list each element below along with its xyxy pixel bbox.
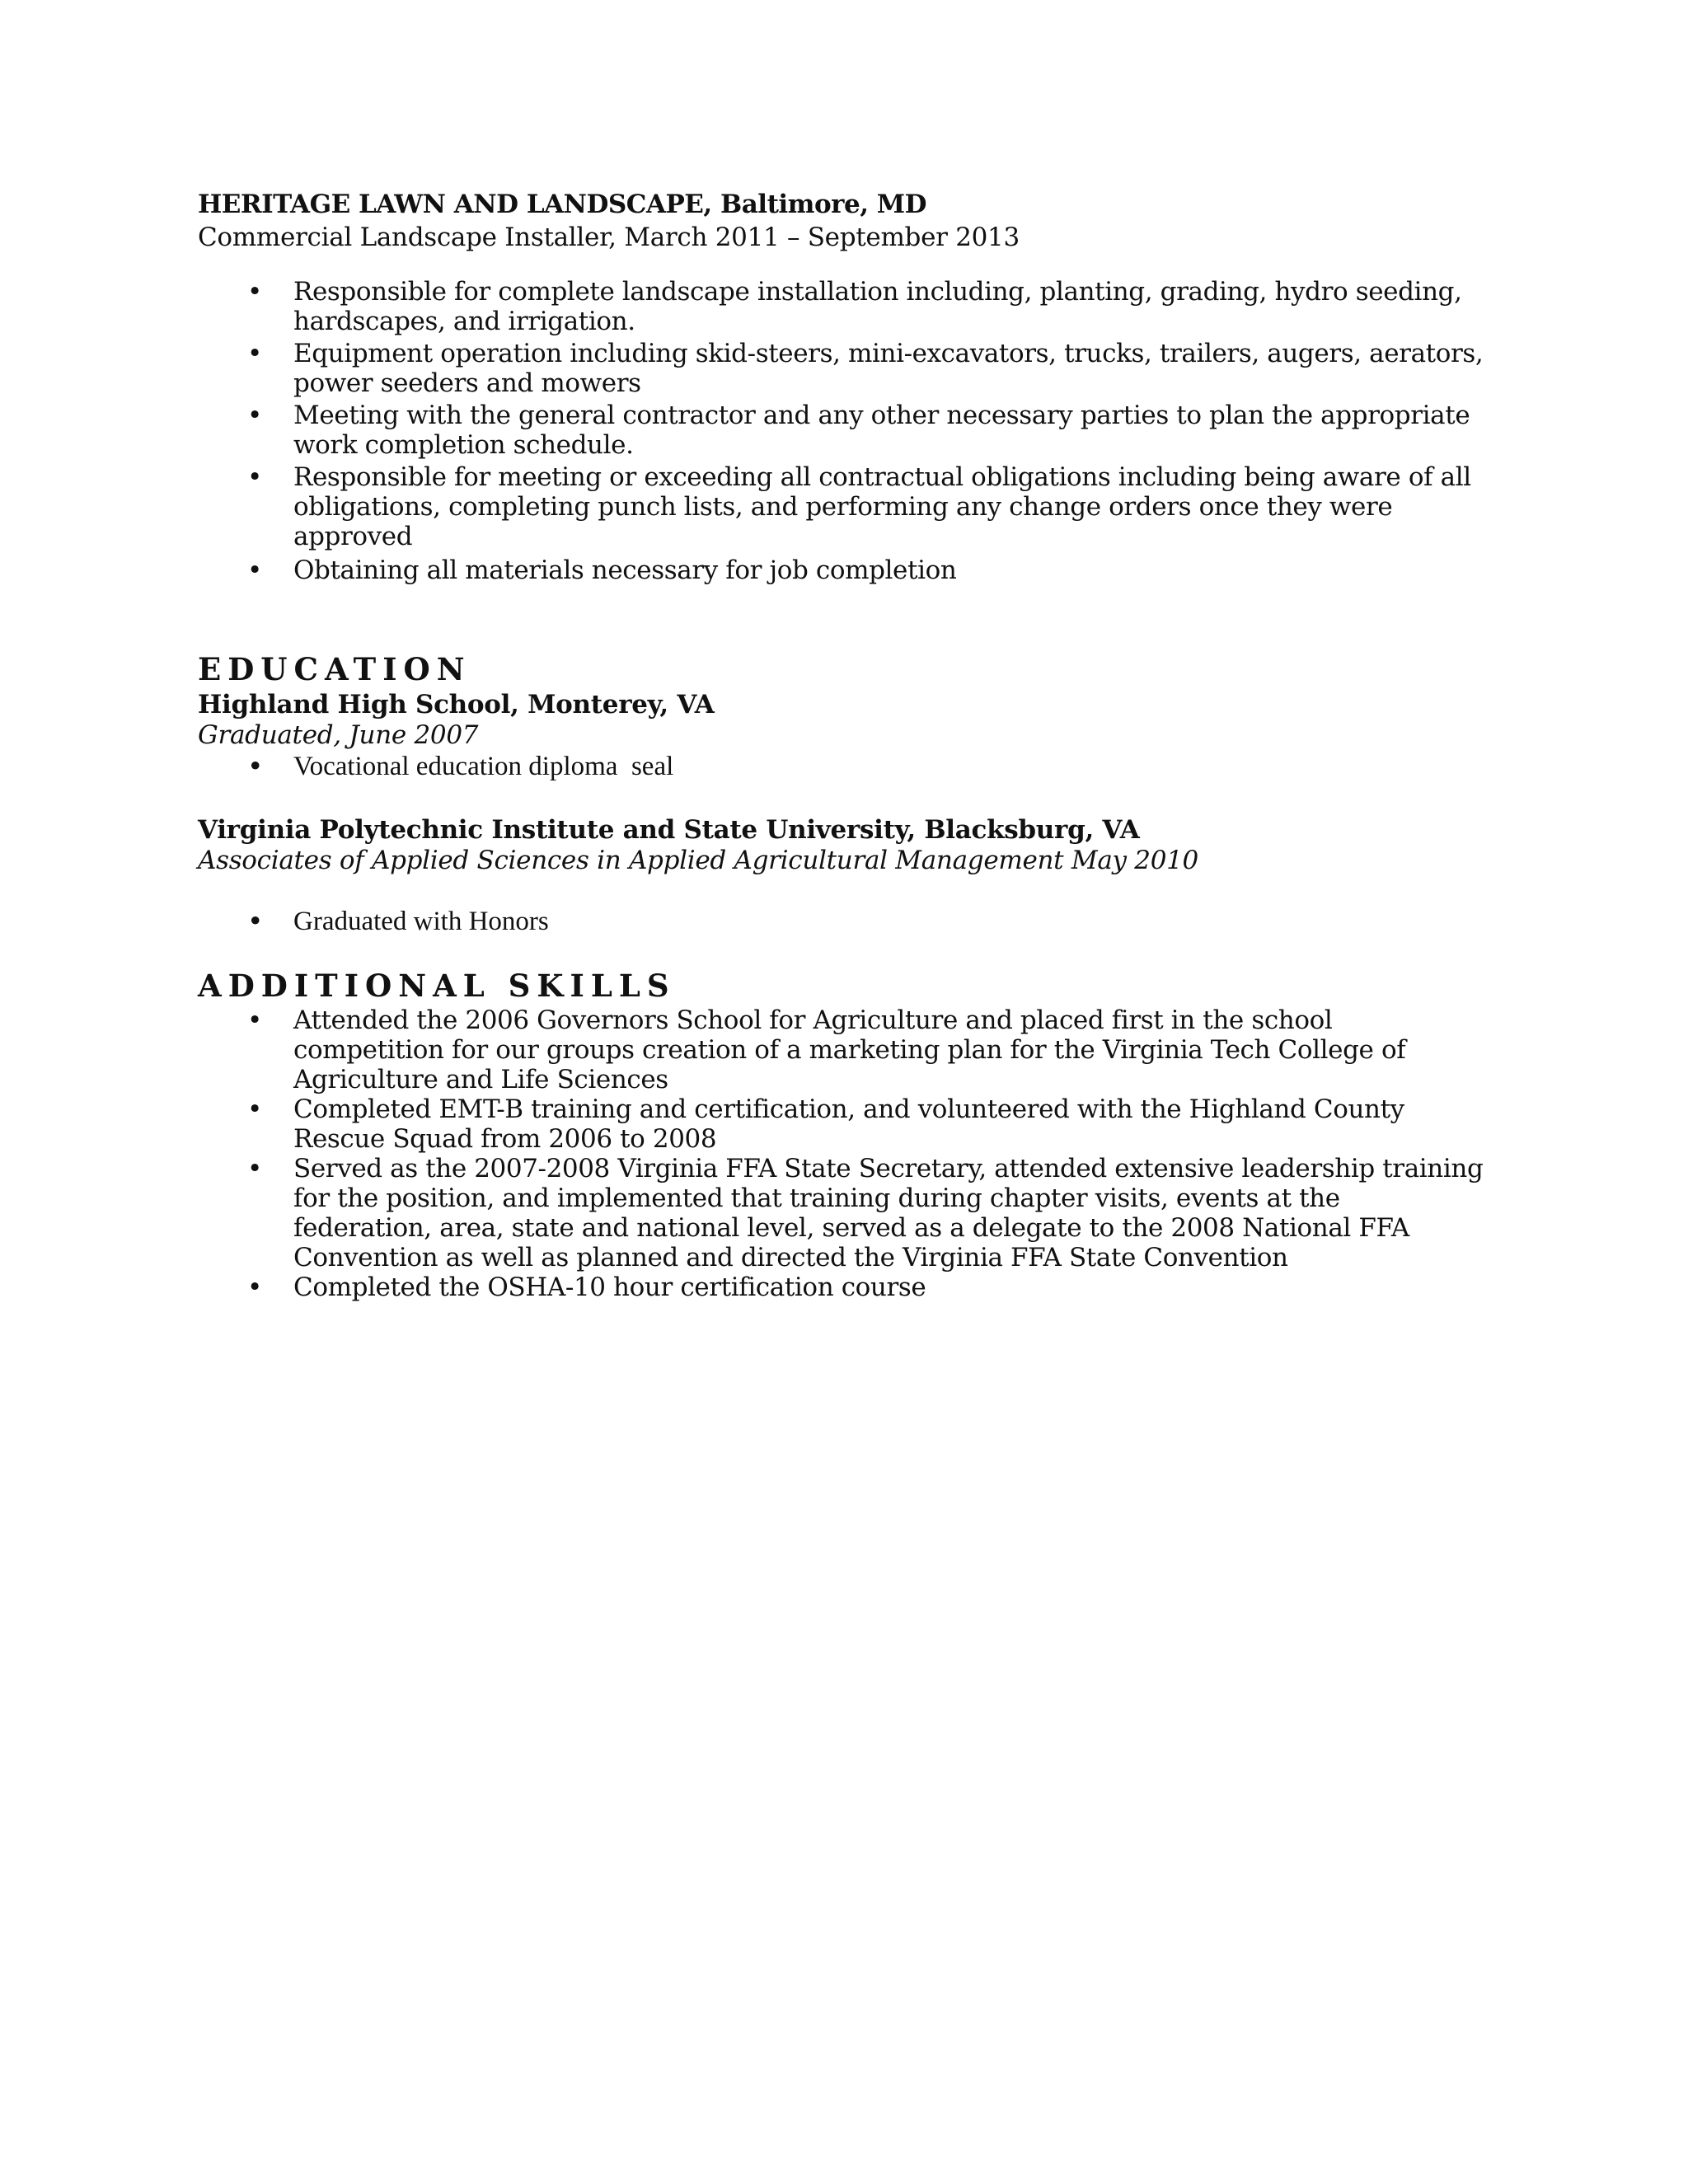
school-bullets — [198, 907, 1484, 936]
bullet-icon: • — [247, 1094, 262, 1124]
list-item — [198, 339, 1484, 398]
list-item — [198, 401, 1484, 460]
bullet-icon: • — [247, 462, 262, 492]
resume-page — [198, 188, 1484, 1302]
bullet-icon: • — [247, 1005, 262, 1035]
job-title: HERITAGE LAWN AND LANDSCAPE, Baltimore, MD — [198, 190, 926, 219]
skills-section — [198, 966, 1484, 1302]
school-detail: Graduated, June 2007 — [198, 720, 479, 750]
skills-heading: ADDITIONAL SKILLS — [198, 968, 676, 1004]
bullet-icon: • — [247, 277, 262, 307]
list-item-text: Equipment operation including skid-steers, mini-excavators, trucks, trailers, augers, aerators, power seeders and mowers — [293, 339, 1484, 398]
education-heading: EDUCATION — [198, 651, 471, 687]
list-item — [198, 1005, 1484, 1094]
bullet-icon: • — [247, 905, 264, 937]
bullet-icon: • — [247, 750, 264, 782]
bullet-icon: • — [247, 339, 262, 368]
school-name: Virginia Polytechnic Institute and State University, Blacksburg, VA — [198, 815, 1140, 845]
list-item — [198, 752, 1484, 781]
school-bullets — [198, 752, 1484, 781]
job-duties-list — [198, 277, 1484, 585]
list-item-text: Meeting with the general contractor and any other necessary parties to plan the appropriate work completion schedule. — [293, 401, 1470, 460]
list-item — [198, 1094, 1484, 1154]
school-entry — [198, 814, 1484, 936]
list-item-text: Responsible for complete landscape installation including, planting, grading, hydro seeding, hardscapes, and irrigation. — [293, 277, 1462, 336]
list-item — [198, 555, 1484, 585]
school-detail: Associates of Applied Sciences in Applied Agricultural Management May 2010 — [198, 846, 1198, 875]
list-item — [198, 907, 1484, 936]
list-item — [198, 277, 1484, 336]
list-item-text: Graduated with Honors — [293, 907, 549, 936]
bullet-icon: • — [247, 555, 262, 585]
bullet-icon: • — [247, 1272, 262, 1302]
list-item — [198, 1272, 1484, 1302]
experience-section — [198, 188, 1484, 585]
bullet-icon: • — [247, 1154, 262, 1183]
list-item-text: Completed the OSHA-10 hour certification course — [293, 1272, 926, 1302]
skills-list — [198, 1005, 1484, 1302]
school-entry — [198, 689, 1484, 781]
list-item-text: Responsible for meeting or exceeding all contractual obligations including being aware of all obligations, completing punch lists, and performing any change orders once they were approved — [293, 462, 1471, 551]
job-subtitle: Commercial Landscape Installer, March 2011 – September 2013 — [198, 223, 1020, 252]
bullet-icon: • — [247, 401, 262, 430]
education-section — [198, 649, 1484, 936]
list-item-text: Vocational education diploma seal — [293, 752, 674, 781]
list-item — [198, 462, 1484, 551]
list-item-text: Obtaining all materials necessary for job completion — [293, 555, 957, 585]
list-item-text: Served as the 2007-2008 Virginia FFA State Secretary, attended extensive leadership training for the position, and implemented that training during chapter visits, events at the federation, area, state and national level, served as a delegate to the 2008 National FFA Convention as well as planned and directed the Virginia FFA State Convention — [293, 1154, 1484, 1272]
list-item — [198, 1154, 1484, 1272]
list-item-text: Completed EMT-B training and certification, and volunteered with the Highland County Rescue Squad from 2006 to 2008 — [293, 1094, 1404, 1154]
list-item-text: Attended the 2006 Governors School for Agriculture and placed first in the school competition for our groups creation of a marketing plan for the Virginia Tech College of Agriculture and Life Sciences — [293, 1005, 1406, 1094]
school-name: Highland High School, Monterey, VA — [198, 690, 715, 719]
